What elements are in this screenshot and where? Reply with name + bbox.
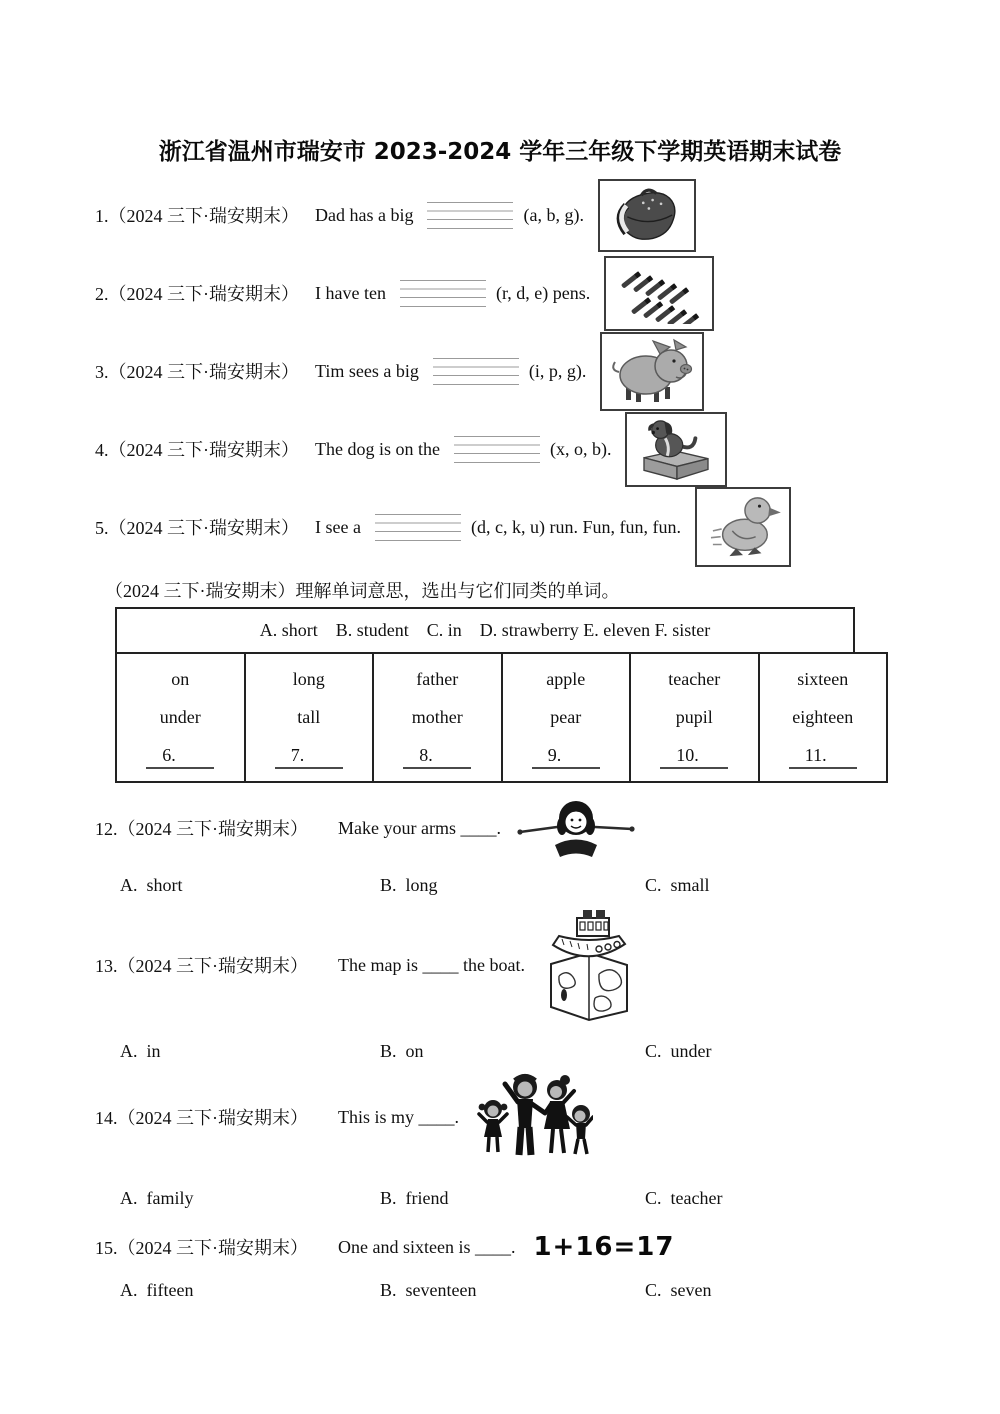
question-13-stem: The map is ____ the boat. [338, 954, 525, 975]
match-word: long [292, 669, 325, 689]
question-14-row [95, 1071, 1000, 1163]
question-12-label: 12.（2024 三下·瑞安期末） [95, 819, 308, 839]
question-3-image-box [600, 332, 704, 411]
match-column-6 [760, 654, 887, 781]
question-5-row [95, 488, 1000, 566]
question-12-stem: Make your arms ____. [338, 817, 501, 838]
match-column-3 [374, 654, 503, 781]
option-15-a[interactable]: A. fifteen [120, 1280, 194, 1300]
page-title: 浙江省温州市瑞安市 2023-2024 学年三年级下学期英语期末试卷 [158, 139, 842, 165]
answer-blank-11[interactable]: 11. [789, 745, 857, 769]
dog-on-box-image [632, 417, 720, 481]
word-bank: A. short B. student C. in D. strawberry E. eleven F. sister [115, 607, 855, 654]
match-column-2 [246, 654, 375, 781]
question-1-label: 1.（2024 三下·瑞安期末） [95, 206, 299, 226]
question-1-text: Dad has a big [315, 204, 414, 225]
question-1-image-box [598, 179, 696, 252]
match-word: father [416, 669, 459, 689]
equation-text: 1+16=17 [533, 1232, 675, 1262]
match-table-body [115, 652, 888, 783]
match-word: eighteen [792, 707, 854, 727]
match-word: pupil [675, 707, 713, 727]
answer-writing-lines-1[interactable] [427, 202, 513, 229]
duck-image [703, 494, 783, 560]
question-5-image-box [695, 487, 791, 567]
match-instruction: （2024 三下·瑞安期末）理解单词意思，选出与它们同类的单词。 [105, 581, 620, 601]
question-15-options [95, 1279, 1000, 1301]
question-2-letters: (r, d, e) pens. [495, 282, 591, 303]
match-word: apple [546, 669, 586, 689]
pig-image [608, 338, 696, 404]
answer-writing-lines-5[interactable] [375, 514, 461, 541]
option-12-c[interactable]: C. small [645, 875, 710, 895]
question-13-label: 13.（2024 三下·瑞安期末） [95, 956, 308, 976]
match-table [115, 607, 1000, 783]
match-word: sixteen [797, 669, 849, 689]
question-3-letters: (i, p, g). [528, 360, 587, 381]
question-2-label: 2.（2024 三下·瑞安期末） [95, 284, 299, 304]
answer-writing-lines-3[interactable] [433, 358, 519, 385]
question-14-stem: This is my ____. [338, 1106, 460, 1127]
match-word: tall [297, 707, 321, 727]
question-4-row [95, 410, 1000, 488]
answer-blank-6[interactable]: 6. [146, 745, 214, 769]
match-word: pear [550, 707, 582, 727]
question-2-row [95, 254, 1000, 332]
question-15-label: 15.（2024 三下·瑞安期末） [95, 1238, 308, 1258]
question-4-letters: (x, o, b). [549, 438, 612, 459]
match-word: on [171, 669, 190, 689]
question-13-row [95, 908, 1000, 1022]
backpack-image [607, 186, 687, 244]
pens-image [611, 262, 707, 324]
question-3-row [95, 332, 1000, 410]
question-4-text: The dog is on the [315, 438, 440, 459]
match-word: under [159, 707, 201, 727]
question-15-row [95, 1231, 1000, 1263]
option-12-a[interactable]: A. short [120, 875, 183, 895]
answer-blank-7[interactable]: 7. [275, 745, 343, 769]
question-3-text: Tim sees a big [315, 360, 419, 381]
option-15-c[interactable]: C. seven [645, 1280, 712, 1300]
match-column-4 [503, 654, 632, 781]
question-13-options [95, 1040, 1000, 1062]
option-12-b[interactable]: B. long [380, 875, 438, 895]
option-14-b[interactable]: B. friend [380, 1188, 449, 1208]
option-15-b[interactable]: B. seventeen [380, 1280, 477, 1300]
answer-blank-8[interactable]: 8. [403, 745, 471, 769]
match-word: teacher [668, 669, 721, 689]
answer-blank-10[interactable]: 10. [660, 745, 728, 769]
match-word: mother [411, 707, 463, 727]
question-12-row [95, 799, 1000, 857]
question-2-text: I have ten [315, 282, 386, 303]
question-14-label: 14.（2024 三下·瑞安期末） [95, 1108, 308, 1128]
question-3-label: 3.（2024 三下·瑞安期末） [95, 362, 299, 382]
answer-writing-lines-4[interactable] [454, 436, 540, 463]
girl-arms-out-image [517, 799, 635, 857]
question-1-row [95, 176, 1000, 254]
question-4-image-box [625, 412, 727, 487]
option-14-a[interactable]: A. family [120, 1188, 194, 1208]
boat-on-map-image [541, 908, 635, 1022]
question-14-options [95, 1187, 1000, 1209]
question-5-label: 5.（2024 三下·瑞安期末） [95, 518, 299, 538]
option-13-b[interactable]: B. on [380, 1041, 424, 1061]
option-14-c[interactable]: C. teacher [645, 1188, 723, 1208]
answer-writing-lines-2[interactable] [400, 280, 486, 307]
question-5-letters: (d, c, k, u) run. Fun, fun, fun. [470, 516, 681, 537]
question-4-label: 4.（2024 三下·瑞安期末） [95, 440, 299, 460]
question-1-letters: (a, b, g). [523, 204, 584, 225]
match-column-1 [117, 654, 246, 781]
option-13-c[interactable]: C. under [645, 1041, 712, 1061]
question-15-stem: One and sixteen is ____. [338, 1236, 516, 1257]
question-2-image-box [604, 256, 714, 331]
question-5-text: I see a [315, 516, 361, 537]
family-image [475, 1071, 593, 1163]
option-13-a[interactable]: A. in [120, 1041, 161, 1061]
answer-blank-9[interactable]: 9. [532, 745, 600, 769]
match-column-5 [631, 654, 760, 781]
question-12-options [95, 874, 1000, 896]
